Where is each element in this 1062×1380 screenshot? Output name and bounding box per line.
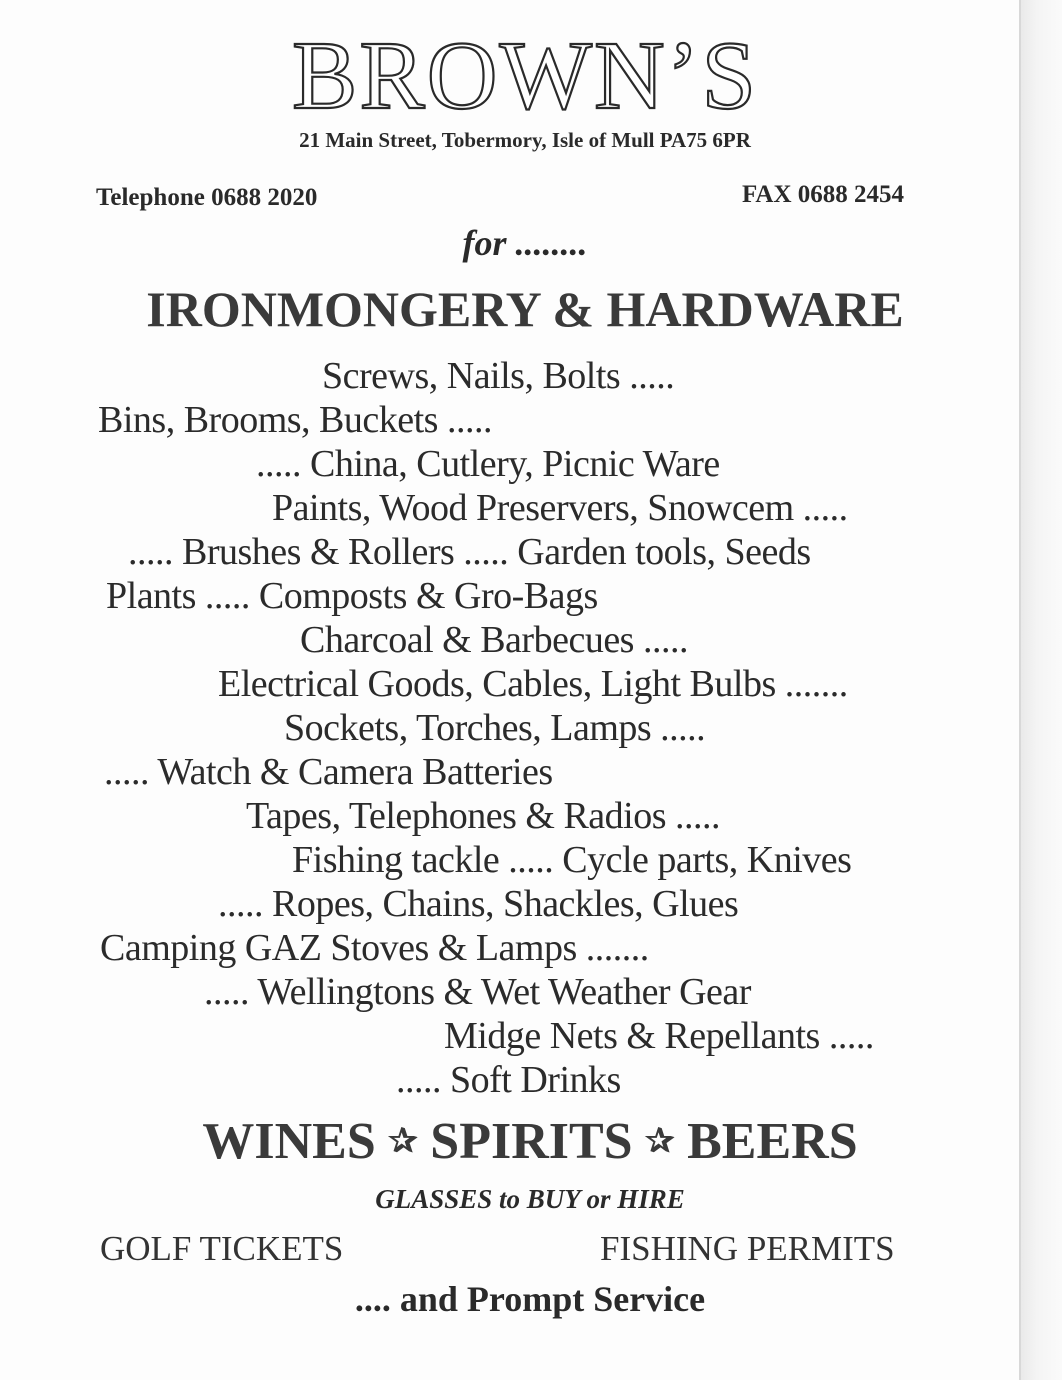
prompt-service: .... and Prompt Service <box>354 1279 706 1319</box>
list-item: ..... Brushes & Rollers ..... Garden tools, Seeds <box>128 531 811 573</box>
spirits-label: SPIRITS <box>430 1113 633 1170</box>
brand-logo <box>240 24 810 120</box>
list-item: Plants ..... Composts & Gro-Bags <box>106 575 598 617</box>
brand-name: BROWN’S <box>292 24 758 120</box>
list-item: Paints, Wood Preservers, Snowcem ..... <box>272 487 848 529</box>
list-item: Midge Nets & Repellants ..... <box>444 1015 874 1057</box>
store-address: 21 Main Street, Tobermory, Isle of Mull PA75 6PR <box>299 128 751 152</box>
wines-label: WINES <box>202 1113 376 1170</box>
list-item: Tapes, Telephones & Radios ..... <box>246 795 721 837</box>
list-item: Fishing tackle ..... Cycle parts, Knives <box>292 839 852 881</box>
section-title: IRONMONGERY & HARDWARE <box>146 281 904 337</box>
list-item: ..... Ropes, Chains, Shackles, Glues <box>218 883 739 925</box>
telephone-number: Telephone 0688 2020 <box>96 184 318 211</box>
list-item: ..... China, Cutlery, Picnic Ware <box>256 443 720 485</box>
list-item: Sockets, Torches, Lamps ..... <box>284 707 706 749</box>
glasses-note: GLASSES to BUY or HIRE <box>375 1184 685 1214</box>
list-item: Charcoal & Barbecues ..... <box>300 619 688 661</box>
for-intro: for ........ <box>462 223 588 263</box>
star-icon: ✰ <box>388 1123 418 1160</box>
star-icon: ✰ <box>645 1123 675 1160</box>
fishing-permits: FISHING PERMITS <box>600 1229 895 1268</box>
golf-tickets: GOLF TICKETS <box>100 1229 344 1268</box>
fax-number: FAX 0688 2454 <box>742 181 905 208</box>
list-item: Camping GAZ Stoves & Lamps ....... <box>100 927 649 969</box>
list-item: Screws, Nails, Bolts ..... <box>322 355 675 397</box>
list-item: Bins, Brooms, Buckets ..... <box>98 399 492 441</box>
page-border <box>1019 0 1021 1380</box>
list-item: Electrical Goods, Cables, Light Bulbs ....... <box>218 663 848 705</box>
list-item: ..... Soft Drinks <box>396 1059 621 1101</box>
scan-edge <box>1020 0 1062 1380</box>
beers-label: BEERS <box>687 1113 858 1170</box>
list-item: ..... Wellingtons & Wet Weather Gear <box>204 971 751 1013</box>
list-item: ..... Watch & Camera Batteries <box>104 751 553 793</box>
drinks-heading <box>0 1112 1060 1171</box>
